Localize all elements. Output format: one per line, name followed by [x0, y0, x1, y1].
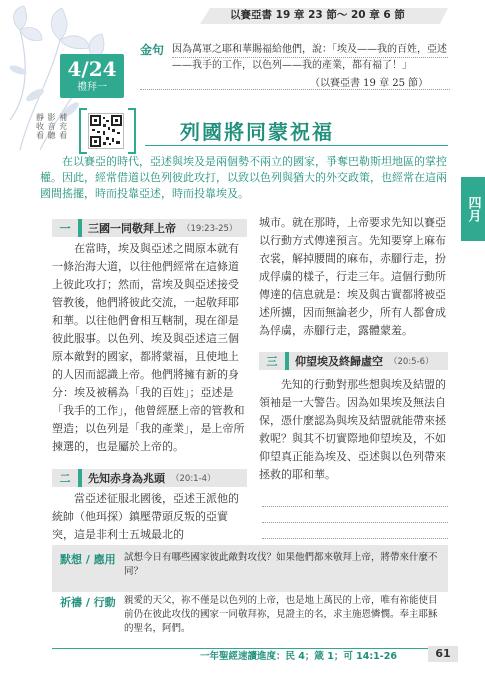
media-label: 影	[47, 113, 56, 122]
media-label: 音	[47, 122, 56, 131]
title-underline	[145, 145, 448, 146]
divider	[172, 57, 448, 58]
section-body: 在當時，埃及與亞述之間原本就有一條治海大道，以往他們經常在這條道上彼此攻打；然而，當埃及與亞述接受管教後，他們將彼此交流，一起敬拜耶和華。以往他們會相互轄制，現在卻是彼此服事。以色列、埃及與亞述這三個原本敵對的國家，都將蒙福，且使地上的人因而認識上帝。他們將擁有新的身分：埃及被稱為「我的百姓」；亞述是「我手的工作」，他曾經歷上帝的管教和塑造；以色列是「我的產業」，是上帝所揀選的，也是屬於上帝的。	[52, 242, 245, 453]
section-ref: （19:23-25）	[182, 224, 238, 234]
note-line	[262, 538, 448, 539]
scripture-reference: 以賽亞書 19 章 23 節～ 20 章 6 節	[230, 9, 405, 21]
section-title: 先知赤身為兆頭	[88, 472, 165, 485]
gold-verse-label: 金句	[140, 43, 165, 57]
media-labels	[36, 113, 68, 140]
media-label: 聽	[47, 131, 56, 140]
meditation-label: 默想 / 應用	[60, 553, 116, 566]
meditation-box	[52, 545, 448, 593]
gold-verse-reference: （以賽亞書 19 章 25 節）	[310, 78, 429, 89]
divider	[140, 89, 450, 90]
note-line	[262, 506, 448, 507]
media-label: 充	[59, 122, 68, 131]
section-bar	[78, 219, 82, 237]
intro-paragraph: 在以賽亞的時代，亞述與埃及是兩個勢不兩立的國家，爭奪巴勒斯坦地區的掌控權。因此，經常借道以色列彼此攻打，以致以色列與猶大的外交政策，也經常在這兩國間搖擺，時而投靠亞述，時而投靠埃及。	[40, 155, 447, 200]
section-bar	[285, 352, 289, 370]
section-body: 先知的行動對那些想與埃及結盟的領袖是一大警告。因為如果埃及無法自保，憑什麼認為與埃及結盟就能帶來拯救呢？與其不切實際地仰望埃及，不如仰望真正能為埃及、亞述與以色列帶來拯救的耶和華。	[259, 378, 446, 481]
qr-bracket-right	[128, 108, 136, 154]
media-label: 收	[36, 122, 44, 131]
gold-verse-text: 因為萬軍之耶和華賜福給他們，說：「埃及——我的百姓，亞述——我手的工作，以色列——我的產業，都有福了！」	[172, 44, 447, 71]
note-line	[262, 522, 448, 523]
section-heading	[52, 469, 247, 487]
qr-code-icon[interactable]	[88, 113, 124, 149]
section-body: 當亞述征服北國後，亞述王派他的統帥（他珥探）鎮壓帶頭反叛的亞實突，這是非利士五城最北的	[52, 492, 239, 541]
media-label: 看	[59, 131, 68, 140]
section-title: 仰望埃及終歸虛空	[295, 355, 383, 368]
qr-bracket-left	[79, 108, 87, 154]
page-title: 列國將同蒙祝福	[180, 120, 334, 144]
date-badge	[60, 54, 124, 98]
section-number: 三	[266, 355, 278, 368]
section-ref: （20:1-4）	[171, 474, 216, 484]
section-heading	[52, 219, 247, 237]
section-bar	[78, 469, 82, 487]
meditation-text: 試想今日有哪些國家彼此敵對攻伐？如果他們都來敬拜上帝，將帶來什麼不同？	[124, 552, 438, 577]
section-number: 二	[59, 472, 71, 485]
section-body-continued: 城市。就在那時，上帝要求先知以賽亞以行動方式傳達預言。先知要穿上麻布衣裳，解掉腰間的麻布，赤腳行走，扮成俘虜的樣子，行走三年。這個行動所傳達的信息就是：埃及與古實都將被亞述所擄，因而無論老少，所有人都會成為俘虜，赤腳行走，露體蒙羞。	[259, 216, 446, 337]
month-tab: 四月	[461, 177, 485, 241]
media-label: 看	[36, 131, 44, 140]
reading-plan: 一年聖經速讀進度：民 4；箴 1；可 14:1-26	[200, 651, 397, 662]
page-number: 61	[428, 646, 458, 662]
media-label: 補	[59, 113, 68, 122]
prayer-text: 親愛的天父，祢不僅是以色列的上帝，也是地上萬民的上帝，唯有祢能使目前仍在彼此攻伐的國家一同敬拜祢，見證主的名，求主施恩憐憫。奉主耶穌的聖名，阿們。	[124, 595, 438, 634]
media-label: 靜	[36, 113, 44, 122]
date: 4/24	[67, 57, 117, 81]
weekday: 禮拜一	[77, 82, 107, 93]
section-title: 三國一同敬拜上帝	[88, 222, 176, 235]
prayer-label: 祈禱 / 行動	[60, 596, 116, 609]
prayer-box	[52, 592, 448, 638]
section-number: 一	[59, 222, 71, 235]
section-ref: （20:5-6）	[389, 357, 434, 367]
section-heading	[259, 352, 448, 370]
